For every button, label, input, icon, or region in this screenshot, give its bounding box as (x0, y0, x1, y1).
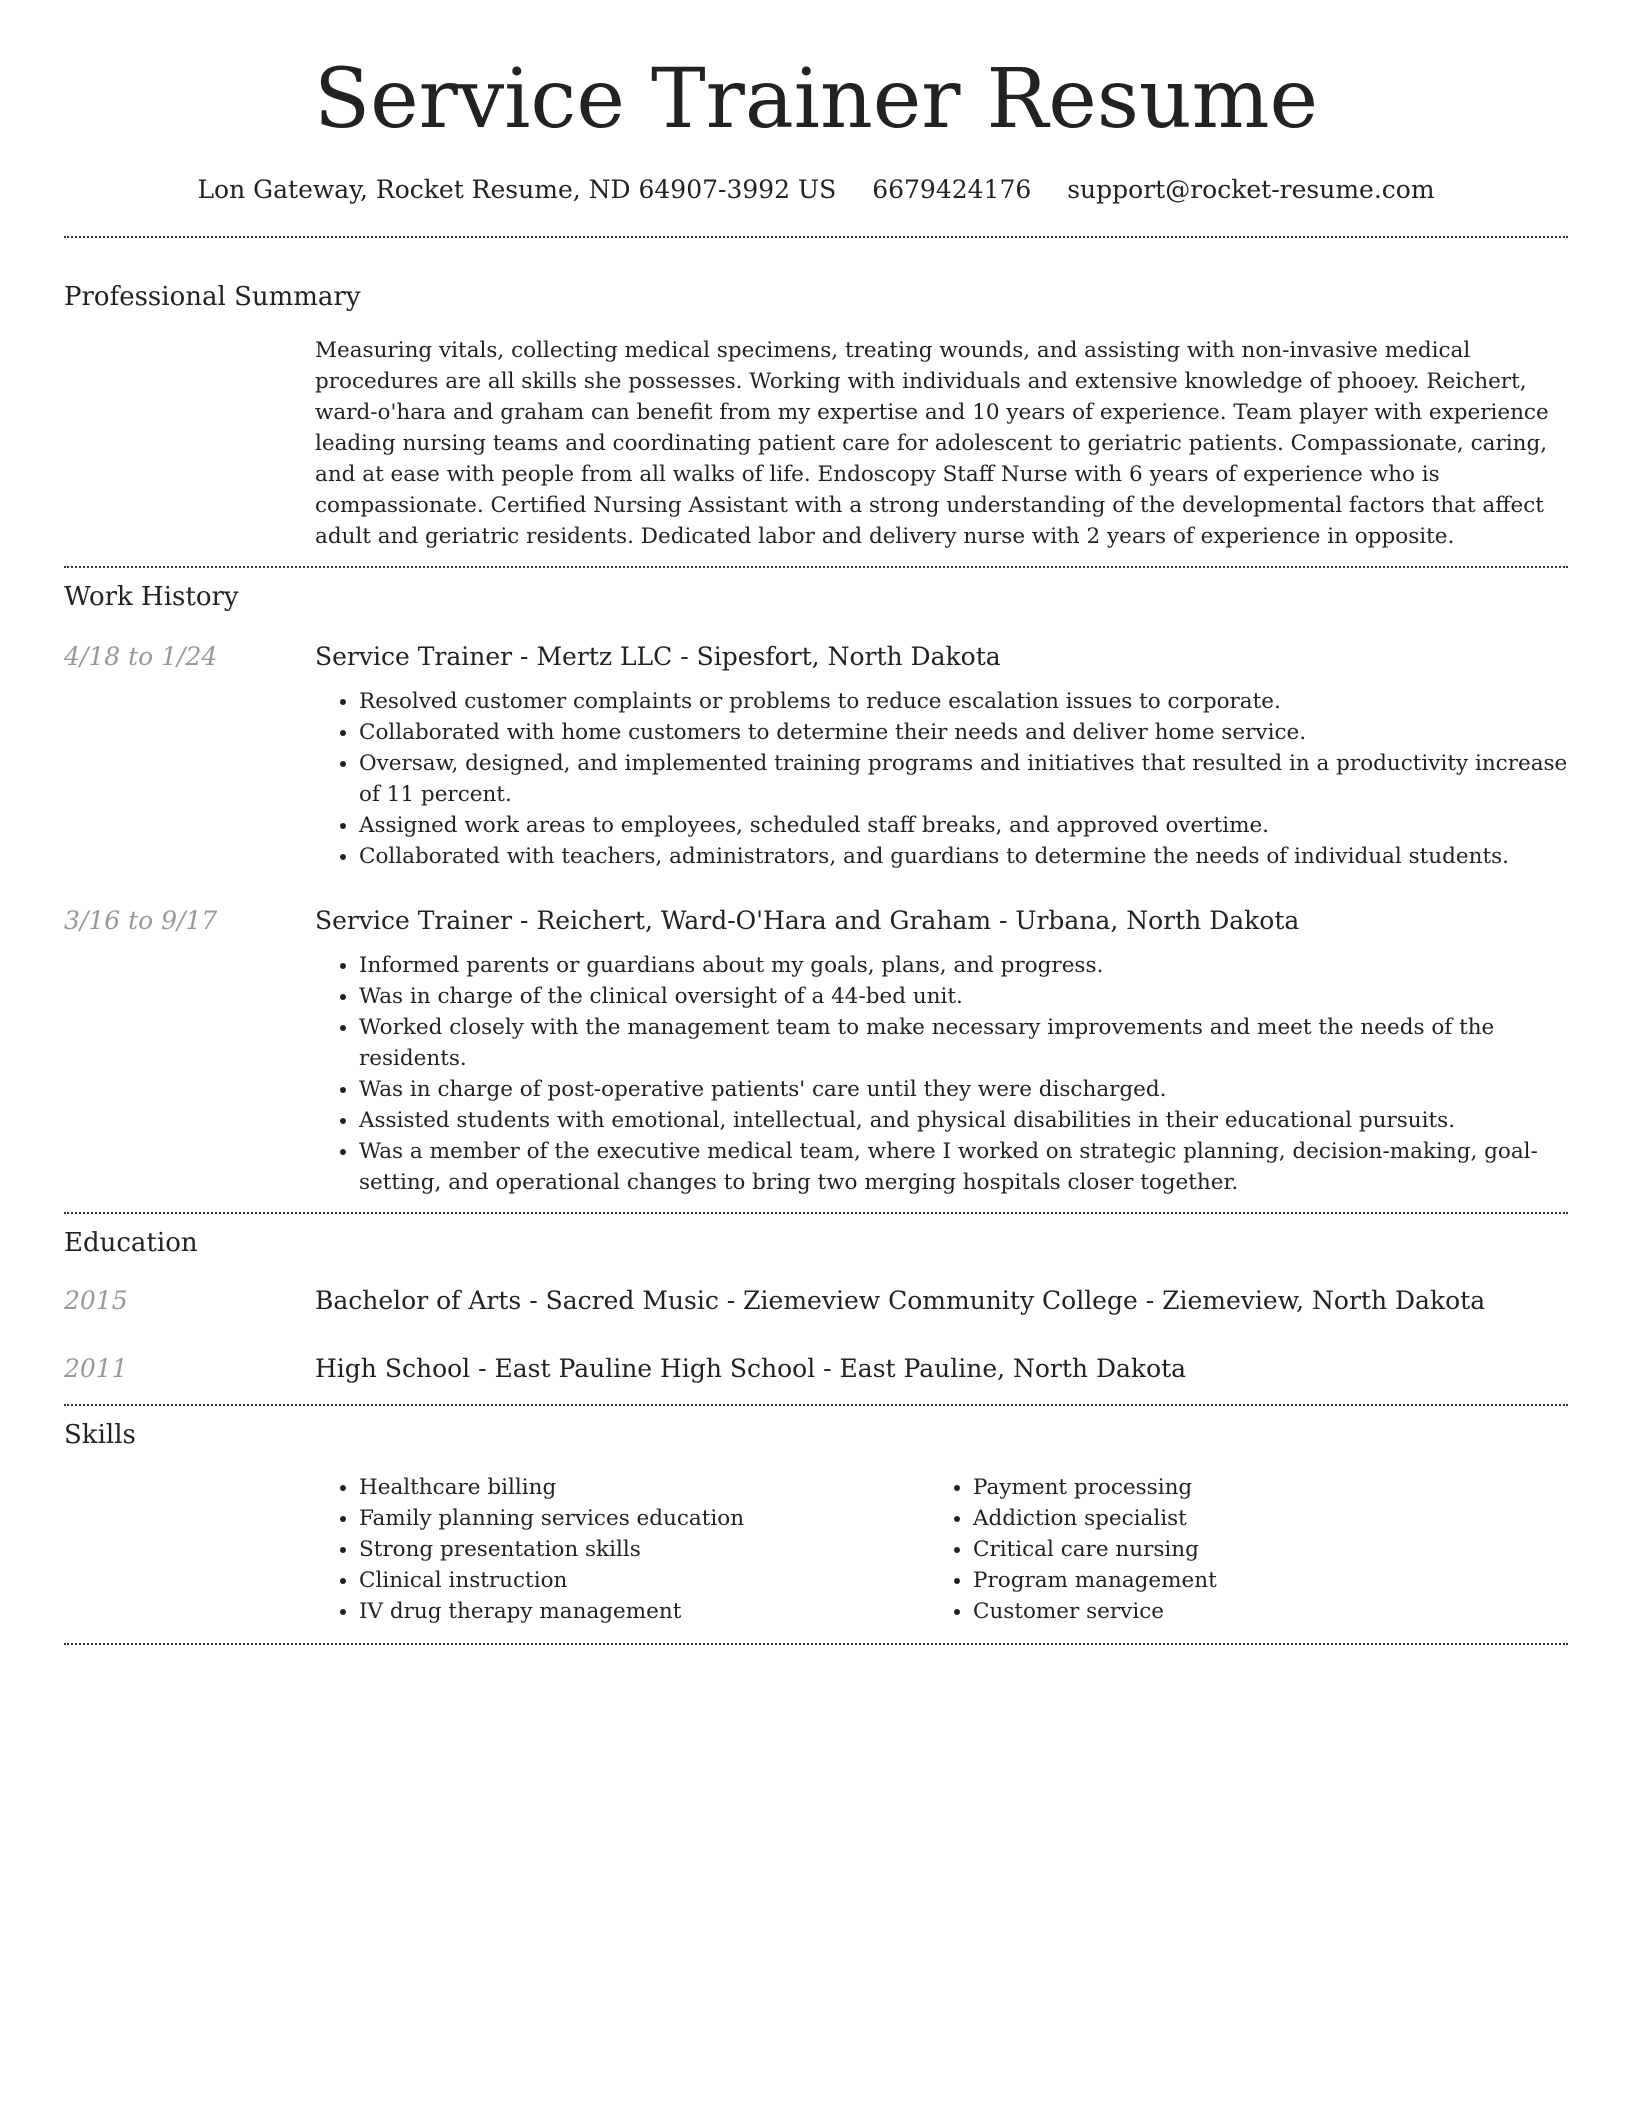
job-dates: 4/18 to 1/24 (64, 642, 218, 671)
education-section (64, 1214, 1568, 1404)
contact-email: support@rocket-resume.com (1067, 175, 1435, 204)
contact-line (64, 174, 1568, 206)
skill-item: • Strong presentation skills (359, 1534, 929, 1565)
summary-heading: Professional Summary (64, 282, 361, 312)
education-entry (64, 1284, 1568, 1318)
job-title: Service Trainer - Mertz LLC - Sipesfort, North Dakota (315, 642, 1001, 671)
education-heading: Education (64, 1228, 198, 1258)
job-bullet: • Assigned work areas to employees, scheduled staff breaks, and approved overtime. (359, 810, 1568, 841)
job-bullet: • Oversaw, designed, and implemented training programs and initiatives that resulted in a productivity increase of 11 percent. (359, 748, 1568, 810)
job-bullets (315, 686, 1568, 872)
skill-item: • Payment processing (973, 1472, 1543, 1503)
job-entry (64, 904, 1568, 938)
education-title: Bachelor of Arts - Sacred Music - Ziemeview Community College - Ziemeview, North Dakota (315, 1286, 1486, 1315)
work-history-heading: Work History (64, 582, 239, 612)
skill-item: • Addiction specialist (973, 1503, 1543, 1534)
job-bullets (315, 950, 1568, 1198)
summary-section (64, 238, 1568, 552)
resume-title: Service Trainer Resume (313, 52, 1319, 147)
skills-list-left (315, 1472, 929, 1627)
job-bullet: • Resolved customer complaints or problems to reduce escalation issues to corporate. (359, 686, 1568, 717)
job-title: Service Trainer - Reichert, Ward-O'Hara and Graham - Urbana, North Dakota (315, 906, 1300, 935)
skills-columns (315, 1472, 1568, 1627)
job-bullet: • Collaborated with teachers, administrators, and guardians to determine the needs of individual students. (359, 841, 1568, 872)
job-bullet: • Was a member of the executive medical team, where I worked on strategic planning, decision-making, goal-setting, and operational changes to bring two merging hospitals closer together. (359, 1136, 1568, 1198)
education-title: High School - East Pauline High School - East Pauline, North Dakota (315, 1354, 1187, 1383)
job-bullet: • Informed parents or guardians about my goals, plans, and progress. (359, 950, 1568, 981)
education-entry (64, 1352, 1568, 1386)
job-dates: 3/16 to 9/17 (64, 906, 218, 935)
skill-item: • Healthcare billing (359, 1472, 929, 1503)
contact-phone: 6679424176 (872, 175, 1032, 204)
skill-item: • Family planning services education (359, 1503, 929, 1534)
skill-item: • IV drug therapy management (359, 1596, 929, 1627)
job-bullet: • Worked closely with the management team to make necessary improvements and meet the needs of the residents. (359, 1012, 1568, 1074)
section-divider (64, 1643, 1568, 1645)
job-bullet: • Was in charge of post-operative patients' care until they were discharged. (359, 1074, 1568, 1105)
job-bullet: • Was in charge of the clinical oversight of a 44-bed unit. (359, 981, 1568, 1012)
education-year: 2011 (64, 1354, 128, 1383)
skill-item: • Critical care nursing (973, 1534, 1543, 1565)
skills-heading: Skills (64, 1420, 136, 1450)
job-bullet: • Collaborated with home customers to determine their needs and deliver home service. (359, 717, 1568, 748)
skill-item: • Program management (973, 1565, 1543, 1596)
contact-address: Lon Gateway, Rocket Resume, ND 64907-3992 US (197, 175, 837, 204)
job-entry (64, 640, 1568, 674)
skills-section (64, 1406, 1568, 1627)
skill-item: • Customer service (973, 1596, 1543, 1627)
job-bullet: • Assisted students with emotional, intellectual, and physical disabilities in their educational pursuits. (359, 1105, 1568, 1136)
summary-text: Measuring vitals, collecting medical specimens, treating wounds, and assisting with non-invasive medical procedures are all skills she possesses. Working with individuals and extensive knowledge of phooey. Reichert, ward-o'hara and graham can benefit from my expertise and 10 years of experience. Team player with experience leading nursing teams and coordinating patient care for adolescent to geriatric patients. Compassionate, caring, and at ease with people from all walks of life. Endoscopy Staff Nurse with 6 years of experience who is compassionate. Certified Nursing Assistant with a strong understanding of the developmental factors that affect adult and geriatric residents. Dedicated labor and delivery nurse with 2 years of experience in opposite. (315, 338, 1549, 549)
skill-item: • Clinical instruction (359, 1565, 929, 1596)
education-year: 2015 (64, 1286, 128, 1315)
work-history-section (64, 568, 1568, 1212)
skills-list-right (929, 1472, 1543, 1627)
